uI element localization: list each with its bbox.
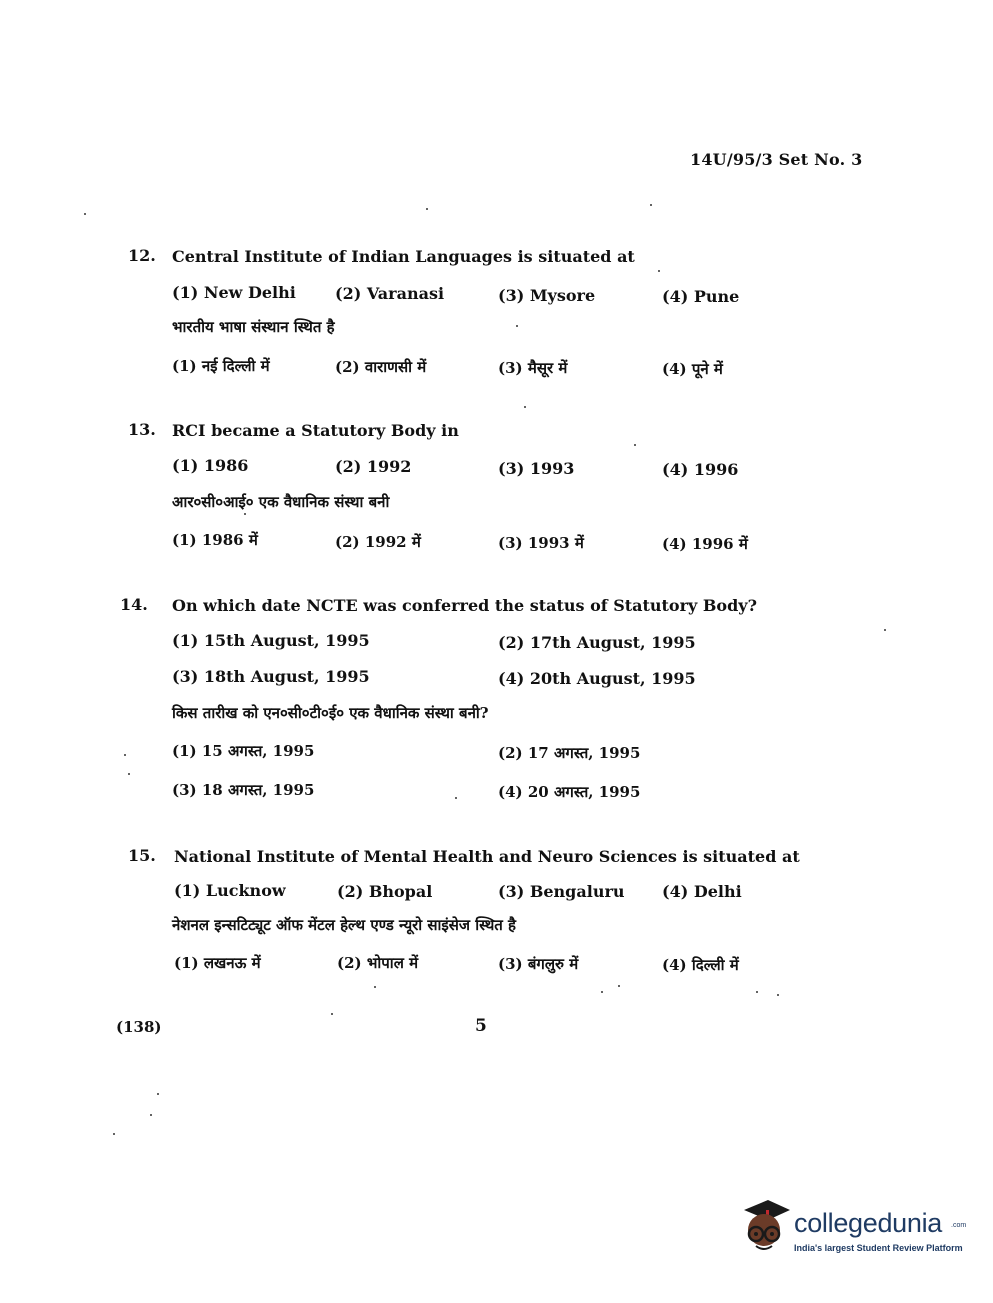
paper-code: (138) xyxy=(116,1018,162,1036)
hindi-question-text: भारतीय भाषा संस्थान स्थित है xyxy=(172,318,335,336)
hindi-question-text: आर०सी०आई० एक वैधानिक संस्था बनी xyxy=(172,493,390,511)
option-2: (2) 1992 xyxy=(335,457,412,476)
option-2: (2) Bhopal xyxy=(337,882,433,901)
hindi-option-3: (3) बंगलुरु में xyxy=(498,955,579,973)
hindi-option-2: (2) वाराणसी में xyxy=(335,358,427,376)
option-1: (1) 1986 xyxy=(172,456,249,475)
hindi-option-1: (1) 15 अगस्त, 1995 xyxy=(172,742,315,760)
hindi-question-text: नेशनल इन्सटिट्यूट ऑफ मेंटल हेल्थ एण्ड न्यूरो साइंसेज स्थित है xyxy=(172,916,517,934)
page-number: 5 xyxy=(475,1016,487,1036)
question-text: On which date NCTE was conferred the status of Statutory Body? xyxy=(172,596,757,615)
logo-tagline: India's largest Student Review Platform xyxy=(794,1243,963,1253)
hindi-option-1: (1) 1986 में xyxy=(172,531,258,549)
collegedunia-logo xyxy=(738,1196,968,1266)
hindi-option-4: (4) 1996 में xyxy=(662,535,748,553)
hindi-option-4: (4) पूने में xyxy=(662,360,723,378)
option-4: (4) Pune xyxy=(662,287,740,306)
option-1: (1) Lucknow xyxy=(174,881,286,900)
hindi-option-2: (2) 1992 में xyxy=(335,533,421,551)
hindi-option-2: (2) भोपाल में xyxy=(337,954,419,972)
hindi-option-1: (1) लखनऊ में xyxy=(174,954,261,972)
option-1: (1) New Delhi xyxy=(172,283,296,302)
logo-domain: .com xyxy=(951,1222,967,1229)
option-4: (4) Delhi xyxy=(662,882,742,901)
option-4: (4) 20th August, 1995 xyxy=(498,669,696,688)
hindi-option-3: (3) 1993 में xyxy=(498,534,584,552)
question-number: 12. xyxy=(128,246,156,265)
hindi-option-3: (3) मैसूर में xyxy=(498,359,568,377)
option-1: (1) 15th August, 1995 xyxy=(172,631,370,650)
question-text: Central Institute of Indian Languages is situated at xyxy=(172,247,635,266)
option-2: (2) Varanasi xyxy=(335,284,445,303)
logo-wordmark: collegedunia xyxy=(794,1208,943,1238)
mascot-icon xyxy=(738,1196,794,1262)
option-4: (4) 1996 xyxy=(662,460,739,479)
question-text: RCI became a Statutory Body in xyxy=(172,421,459,440)
hindi-question-text: किस तारीख को एन०सी०टी०ई० एक वैधानिक संस्था बनी? xyxy=(172,704,489,722)
option-2: (2) 17th August, 1995 xyxy=(498,633,696,652)
question-number: 13. xyxy=(128,420,156,439)
hindi-option-2: (2) 17 अगस्त, 1995 xyxy=(498,744,641,762)
hindi-option-3: (3) 18 अगस्त, 1995 xyxy=(172,781,315,799)
option-3: (3) Bengaluru xyxy=(498,882,625,901)
hindi-option-4: (4) दिल्ली में xyxy=(662,956,739,974)
option-3: (3) Mysore xyxy=(498,286,596,305)
hindi-option-4: (4) 20 अगस्त, 1995 xyxy=(498,783,641,801)
question-number: 14. xyxy=(120,595,148,614)
hindi-option-1: (1) नई दिल्ली में xyxy=(172,357,270,375)
question-text: National Institute of Mental Health and Neuro Sciences is situated at xyxy=(174,847,800,866)
option-3: (3) 1993 xyxy=(498,459,575,478)
set-code: 14U/95/3 Set No. 3 xyxy=(690,150,863,169)
question-number: 15. xyxy=(128,846,156,865)
option-3: (3) 18th August, 1995 xyxy=(172,667,370,686)
